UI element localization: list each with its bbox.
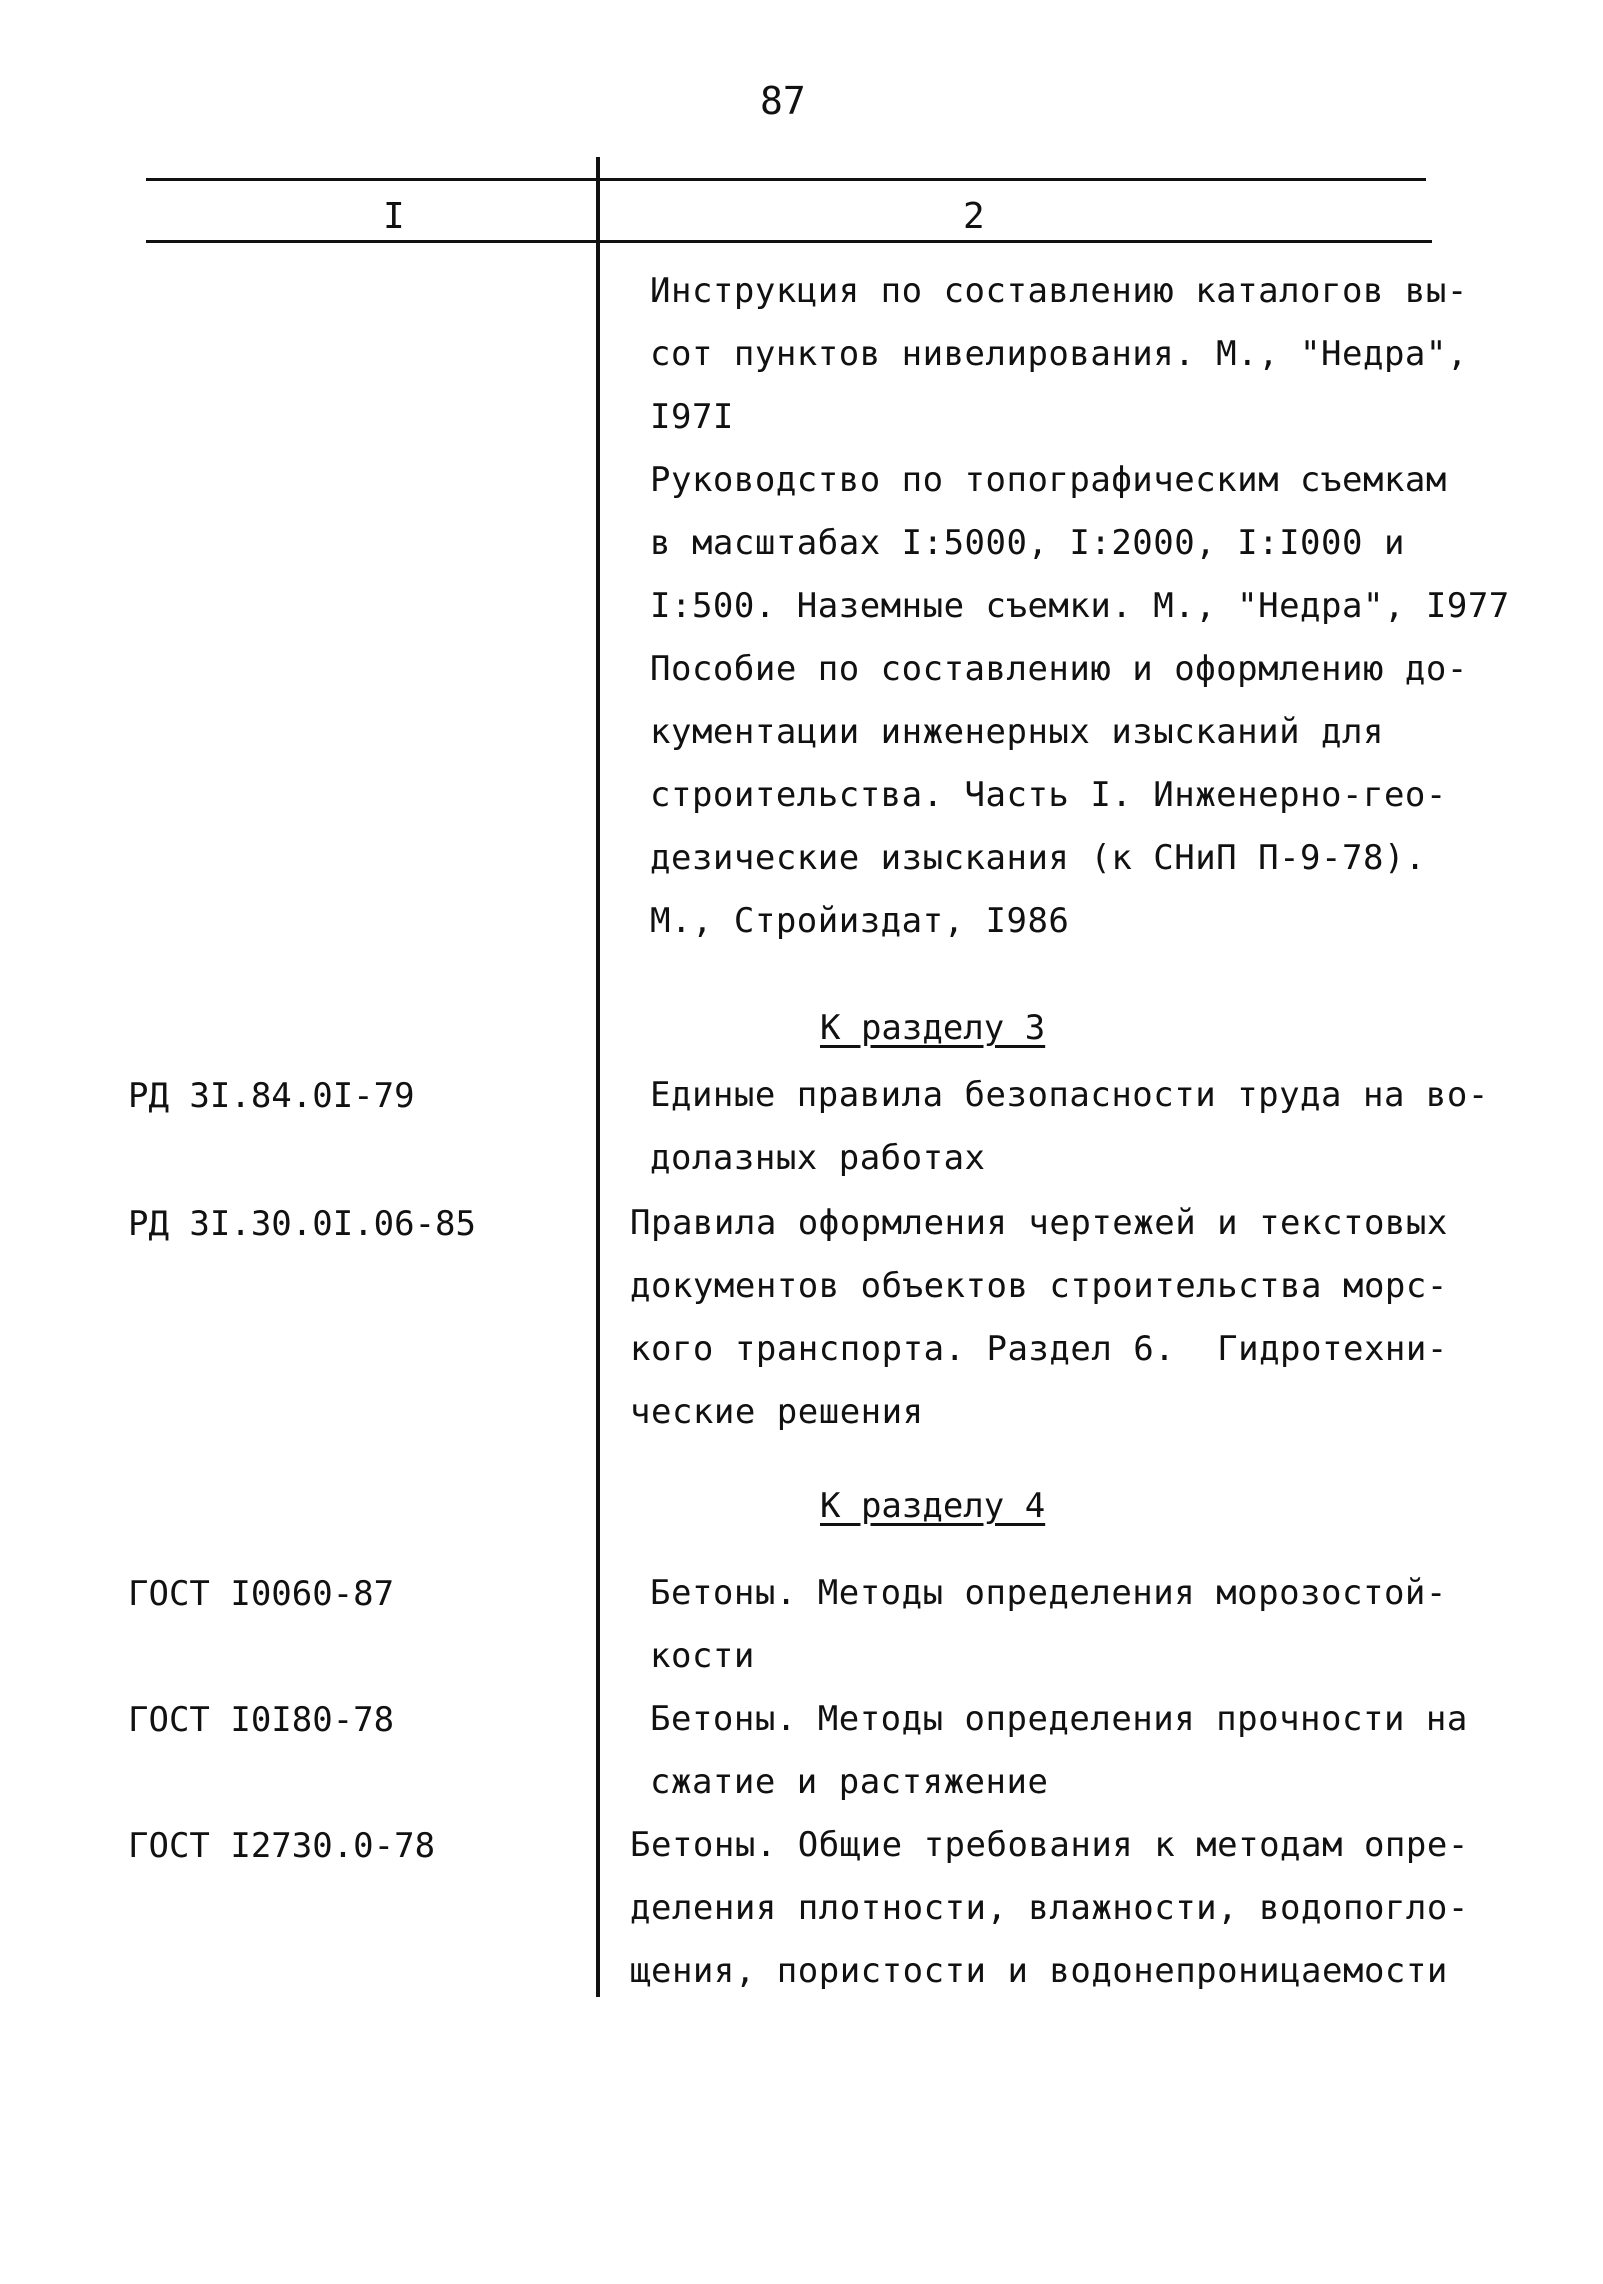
column-header-1: I	[383, 196, 405, 237]
entry-code: РД 3I.84.0I-79	[128, 1076, 415, 1116]
entry-code: РД 3I.30.0I.06-85	[128, 1204, 476, 1244]
intro-references: Инструкция по составлению каталогов вы- сот пунктов нивелирования. М., "Недра", I97I Руководство по топографическим съемкам в масштабах I:5000, I:2000, I:I000 и I:500. Наземные съемки. М., "Недра", I977 Пособие по составлению и оформлению до- кументации инженерных изысканий для строительства. Часть I. Инженерно-гео- дезические изыскания (к СНиП П-9-78). М., Стройиздат, I986	[650, 271, 1510, 941]
entry-code: ГОСТ I2730.0-78	[128, 1826, 436, 1866]
section-heading-3: К разделу 3	[820, 1008, 1046, 1048]
page-number: 87	[760, 79, 806, 123]
section-heading-4: К разделу 4	[820, 1486, 1046, 1526]
entry-code: ГОСТ I0I80-78	[128, 1700, 395, 1740]
entry-description: Бетоны. Методы определения морозостой- кости	[650, 1573, 1447, 1676]
table-top-rule	[146, 178, 1426, 181]
column-divider	[596, 157, 600, 1997]
entry-code: ГОСТ I0060-87	[128, 1574, 395, 1614]
table-header-rule	[146, 240, 1432, 243]
entry-description: Бетоны. Методы определения прочности на сжатие и растяжение	[650, 1699, 1468, 1802]
entry-description: Бетоны. Общие требования к методам опре- деления плотности, влажности, водопогло- щения, пористости и водонепроницаемости	[630, 1825, 1469, 1991]
column-header-2: 2	[963, 196, 985, 237]
entry-description: Правила оформления чертежей и текстовых документов объектов строительства морс- кого транспорта. Раздел 6. Гидротехни- ческие решения	[630, 1203, 1448, 1432]
entry-description: Единые правила безопасности труда на во- долазных работах	[650, 1075, 1489, 1178]
